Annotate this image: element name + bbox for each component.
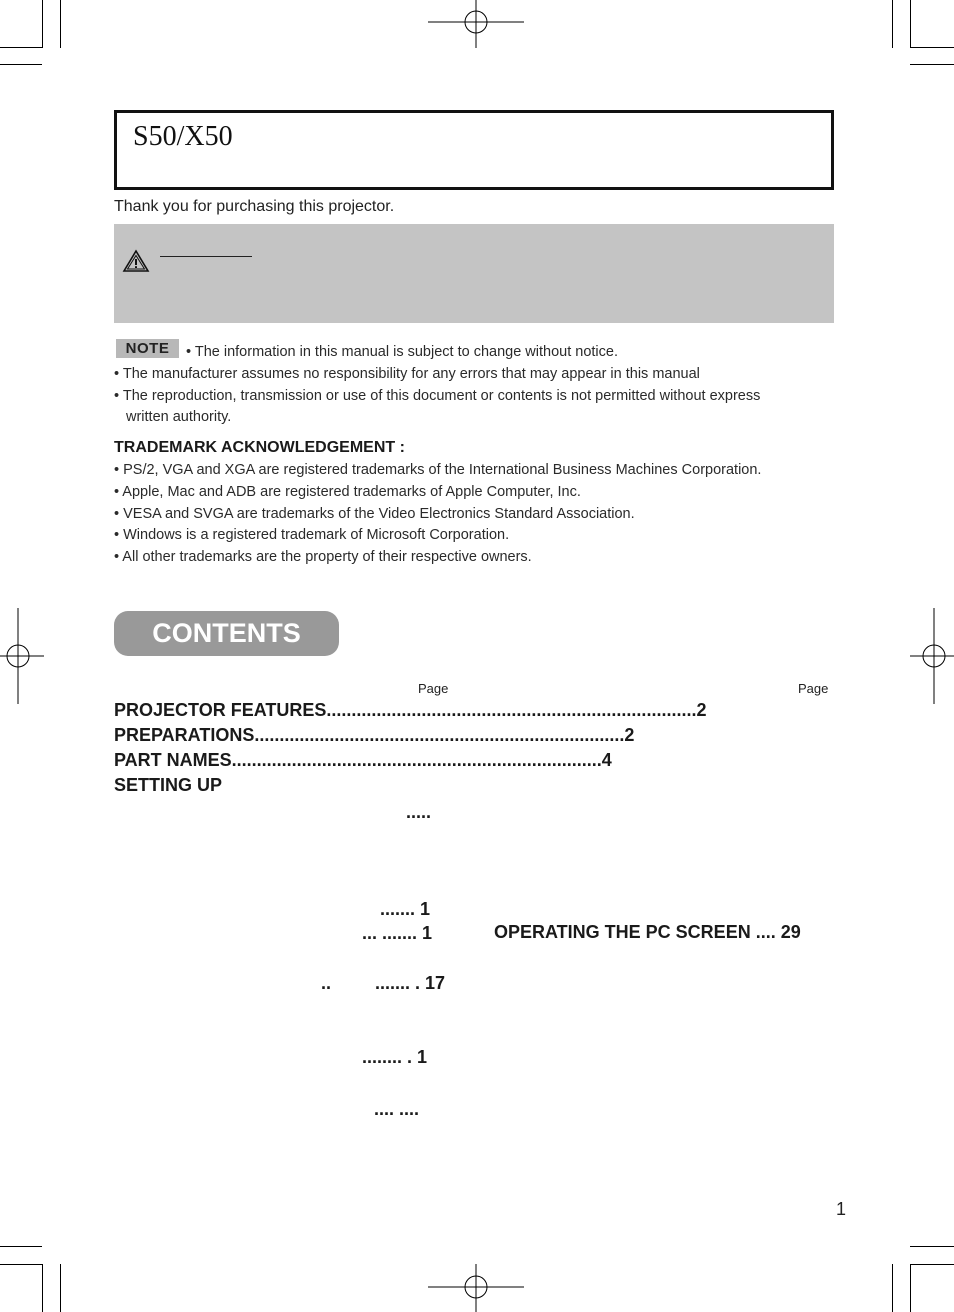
- crop-mark: [910, 0, 911, 48]
- toc-fragment: ....... 1: [380, 899, 431, 919]
- toc-fragment: .....: [406, 802, 432, 822]
- page-column-label-right: Page: [798, 681, 829, 696]
- page-column-label-left: Page: [418, 681, 449, 696]
- crop-mark: [0, 47, 42, 48]
- toc-entry-page: 29: [780, 922, 801, 942]
- toc-entry-right[interactable]: [494, 922, 801, 943]
- toc-entry[interactable]: [114, 700, 707, 722]
- registration-crosshair-right: [910, 608, 954, 704]
- crop-mark: [910, 64, 954, 65]
- page-number: 1: [836, 1199, 847, 1219]
- toc-entry[interactable]: [114, 725, 635, 747]
- toc-entry-page: 2: [624, 725, 635, 745]
- crop-mark: [60, 1264, 61, 1312]
- crop-mark: [910, 1264, 911, 1312]
- title-box: [114, 110, 834, 190]
- contents-heading-pill: [114, 611, 339, 656]
- toc-leader-dots: ..........................................................................: [254, 725, 625, 745]
- trademark-line: • All other trademarks are the property of their respective owners.: [114, 549, 532, 565]
- registration-crosshair-top: [428, 0, 524, 48]
- trademark-line: • VESA and SVGA are trademarks of the Video Electronics Standard Association.: [114, 506, 635, 522]
- registration-crosshair-bottom: [428, 1264, 524, 1312]
- trademark-line: • PS/2, VGA and XGA are registered trademarks of the International Business Machines Corporation.: [114, 462, 762, 478]
- toc-fragment: ... ....... 1: [362, 923, 433, 943]
- trademark-line: • Apple, Mac and ADB are registered trademarks of Apple Computer, Inc.: [114, 484, 581, 500]
- note-line: • The reproduction, transmission or use of this document or contents is not permitted without express: [114, 388, 761, 404]
- toc-entry-title: PROJECTOR FEATURES: [114, 700, 327, 720]
- toc-entry-title[interactable]: SETTING UP: [114, 775, 223, 795]
- crop-mark: [0, 1246, 42, 1247]
- contents-heading: CONTENTS: [152, 618, 301, 648]
- toc-leader-dots: ....: [755, 922, 776, 942]
- toc-fragment: ..: [321, 973, 332, 993]
- toc-fragment: ........ . 1: [362, 1047, 428, 1067]
- crop-mark: [892, 0, 893, 48]
- crop-mark: [42, 1264, 43, 1312]
- toc-entry[interactable]: [114, 750, 612, 772]
- crop-mark: [0, 1264, 42, 1265]
- warning-triangle-icon: [122, 249, 150, 273]
- toc-leader-dots: ..........................................................................: [231, 750, 602, 770]
- thanks-line: Thank you for purchasing this projector.: [114, 198, 395, 215]
- crop-mark: [910, 1246, 954, 1247]
- document-title: S50/X50: [133, 121, 233, 152]
- toc-leader-dots: ..........................................................................: [326, 700, 697, 720]
- toc-entry-title: OPERATING THE PC SCREEN: [494, 922, 751, 942]
- warning-box: [114, 224, 834, 323]
- trademark-line: • Windows is a registered trademark of Microsoft Corporation.: [114, 527, 510, 543]
- crop-mark: [42, 0, 43, 48]
- crop-mark: [0, 64, 42, 65]
- crop-mark: [60, 0, 61, 48]
- note-line: • The manufacturer assumes no responsibility for any errors that may appear in this manual: [114, 366, 700, 382]
- crop-mark: [892, 1264, 893, 1312]
- warning-underline: [160, 256, 252, 257]
- toc-entry-title: PART NAMES: [114, 750, 232, 770]
- toc-entry-title: PREPARATIONS: [114, 725, 255, 745]
- registration-crosshair-left: [0, 608, 44, 704]
- note-line: • The information in this manual is subject to change without notice.: [186, 344, 618, 360]
- toc-fragment: ....... . 17: [375, 973, 446, 993]
- note-line: written authority.: [126, 409, 232, 425]
- toc-entry-page: 2: [696, 700, 707, 720]
- trademark-heading: TRADEMARK ACKNOWLEDGEMENT :: [114, 439, 405, 456]
- toc-fragment: .... ....: [374, 1099, 420, 1119]
- crop-mark: [910, 1264, 954, 1265]
- crop-mark: [910, 47, 954, 48]
- toc-entry-page: 4: [601, 750, 612, 770]
- note-badge: NOTE: [116, 339, 179, 358]
